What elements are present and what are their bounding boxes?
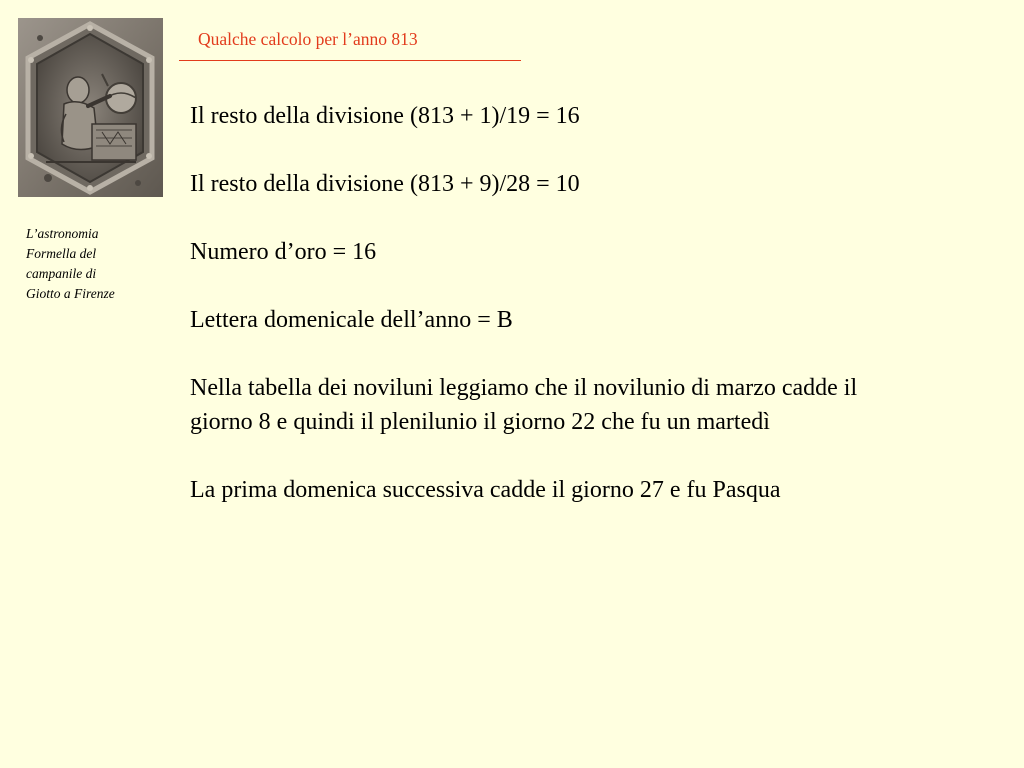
golden-number-line: Numero d’oro = 16	[190, 239, 377, 265]
caption-line: Formella del	[26, 246, 97, 261]
new-moon-paragraph: Nella tabella dei noviluni leggiamo che il novilunio di marzo cadde il giorno 8 e quindi il plenilunio il giorno 22 che fu un martedì	[190, 375, 858, 435]
caption-line: Giotto a Firenze	[26, 286, 115, 301]
image-caption	[26, 224, 156, 304]
title-underline-divider	[179, 60, 521, 61]
remainder-28-line: Il resto della divisione (813 + 9)/28 = 10	[190, 171, 580, 197]
slide-body	[190, 99, 870, 541]
dominical-letter-line: Lettera domenicale dell’anno = B	[190, 307, 513, 333]
remainder-19-line: Il resto della divisione (813 + 1)/19 = 16	[190, 103, 580, 129]
easter-paragraph: La prima domenica successiva cadde il giorno 27 e fu Pasqua	[190, 477, 781, 503]
caption-line: L’astronomia	[26, 226, 99, 241]
caption-line: campanile di	[26, 266, 97, 281]
astronomy-relief-image	[18, 18, 163, 197]
slide-title: Qualche calcolo per l’anno 813	[198, 29, 418, 49]
